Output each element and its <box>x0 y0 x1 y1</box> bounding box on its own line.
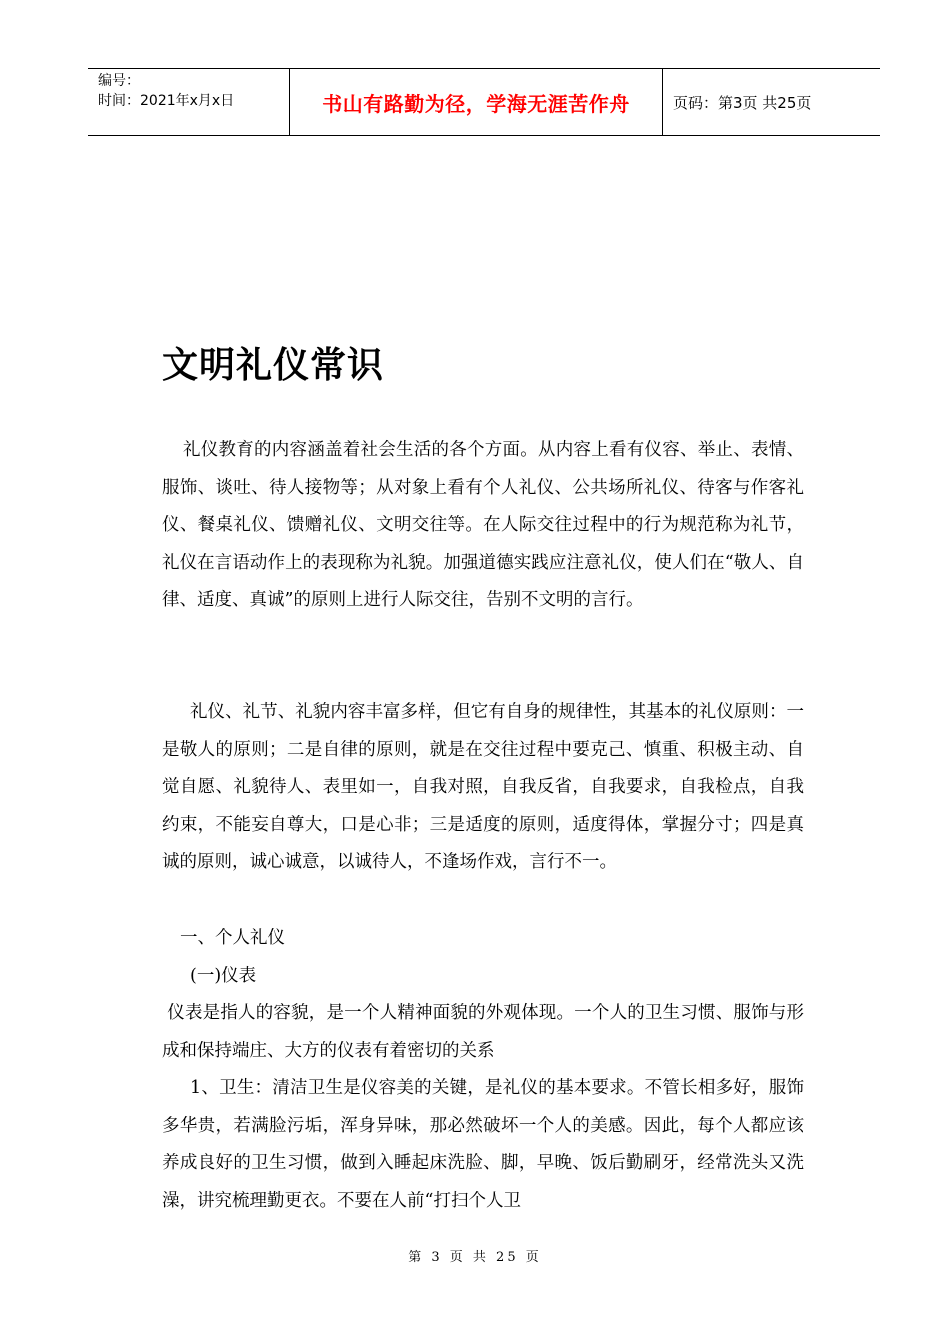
time-label: 时间：2021年x月x日 <box>98 93 235 109</box>
serial-number-label: 编号： <box>98 73 140 89</box>
header-page-cell <box>663 69 880 135</box>
paragraph-principles: 礼仪、礼节、礼貌内容丰富多样，但它有自身的规律性，其基本的礼仪原则：一是敬人的原则；二是自律的原则，就是在交往过程中要克己、慎重、积极主动、自觉自愿、礼貌待人、表里如一，自我对照，自我反省，自我要求，自我检点，自我约束，不能妄自尊大，口是心非；三是适度的原则，适度得体，掌握分寸；四是真诚的原则，诚心诚意，以诚待人，不逢场作戏，言行不一。 <box>162 702 804 873</box>
page-footer: 第 3 页 共 25 页 <box>408 1250 542 1265</box>
header-left-cell <box>88 69 290 135</box>
document-title: 文明礼仪常识 <box>162 345 385 386</box>
paragraph-appearance: 仪表是指人的容貌，是一个人精神面貌的外观体现。一个人的卫生习惯、服饰与形成和保持端庄、大方的仪表有着密切的关系 <box>162 1003 804 1061</box>
header-table <box>88 68 880 136</box>
subsection-heading: (一)仪表 <box>190 966 257 986</box>
page-info: 页码：第3页 共25页 <box>673 93 812 112</box>
motto-text: 书山有路勤为径，学海无涯苦作舟 <box>322 91 630 116</box>
header-motto-cell <box>290 69 663 135</box>
paragraph-hygiene: 1、卫生：清洁卫生是仪容美的关键，是礼仪的基本要求。不管长相多好，服饰多华贵，若满脸污垢，浑身异味，那必然破坏一个人的美感。因此，每个人都应该养成良好的卫生习惯，做到入睡起床洗脸、脚，早晚、饭后勤刷牙，经常洗头又洗澡，讲究梳理勤更衣。不要在人前“打扫个人卫 <box>162 1078 804 1211</box>
section-heading: 一、个人礼仪 <box>180 928 285 948</box>
paragraph-intro: 礼仪教育的内容涵盖着社会生活的各个方面。从内容上看有仪容、举止、表情、服饰、谈吐、待人接物等；从对象上看有个人礼仪、公共场所礼仪、待客与作客礼仪、餐桌礼仪、馈赠礼仪、文明交往等。在人际交往过程中的行为规范称为礼节，礼仪在言语动作上的表现称为礼貌。加强道德实践应注意礼仪，使人们在“敬人、自律、适度、真诚”的原则上进行人际交往，告别不文明的言行。 <box>162 440 804 611</box>
